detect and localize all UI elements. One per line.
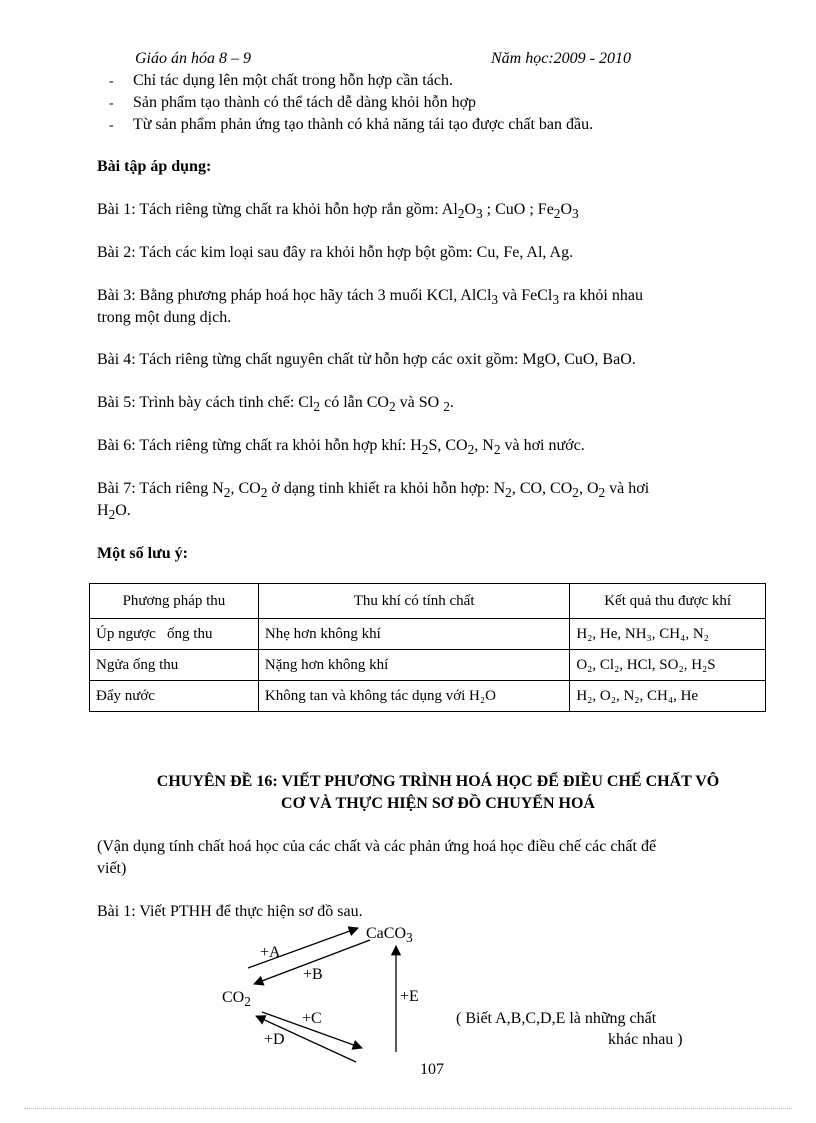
caco3-label: CaCO$_3$: [366, 925, 413, 946]
bullet-item-1: Chỉ tác dụng lên một chất trong hỗn hợp cần tách.: [133, 72, 453, 89]
chapter-title-line1: CHUYÊN ĐỀ 16: VIẾT PHƯƠNG TRÌNH HOÁ HỌC ĐỂ ĐIỀU CHẾ CHẤT VÔ: [156, 773, 720, 790]
table-cell: Đẩy nước: [90, 681, 259, 712]
chapter-intro-line2: viết): [97, 860, 127, 877]
label-a: +A: [260, 944, 281, 961]
exercise-2: Bài 2: Tách các kim loại sau đây ra khỏi hỗn hợp bột gồm: Cu, Fe, Al, Ag.: [97, 244, 574, 261]
bullet-item-3: Từ sản phẩm phản ứng tạo thành có khả năng tái tạo được chất ban đầu.: [133, 116, 594, 133]
table-cell: Ngửa ống thu: [90, 650, 259, 681]
footer-divider: [24, 1108, 792, 1109]
diagram-note-line2: khác nhau ): [608, 1031, 683, 1048]
co2-label: $CO_2$: [222, 989, 251, 1010]
exercise-3: Bài 3: Bằng phương pháp hoá học hãy tách 3 muối KCl, AlCl$_3$ và FeCl$_3$ ra khỏi nhau: [97, 287, 643, 308]
exercise-3-line2: trong một dung dịch.: [97, 309, 232, 326]
bullet-item-2: Sản phẩm tạo thành có thể tách dễ dàng khỏi hỗn hợp: [133, 94, 477, 111]
label-b: +B: [303, 966, 323, 983]
bullet-dash: -: [109, 118, 114, 133]
table-header-cell: Phương pháp thu: [90, 584, 259, 619]
table-cell: H₂, He, NH₃, CH₄, N₂: [570, 619, 766, 650]
table-header-cell: Thu khí có tính chất: [258, 584, 569, 619]
page-number: 107: [420, 1061, 444, 1078]
bullet-dash: -: [109, 74, 114, 89]
exercise-7: Bài 7: Tách riêng $N_2$, $CO_2$ ở dạng tinh khiết ra khỏi hỗn hợp: $N_2$, CO, $CO_2$, $O_2$ và hơi: [97, 480, 650, 501]
exercises-heading: Bài tập áp dụng:: [97, 158, 212, 175]
table-cell: Nhẹ hơn không khí: [258, 619, 569, 650]
table-cell: Úp ngược ống thu: [90, 619, 259, 650]
table-cell: Nặng hơn không khí: [258, 650, 569, 681]
label-c: +C: [302, 1010, 322, 1027]
header-right: Năm học:2009 - 2010: [491, 50, 631, 67]
bullet-dash: -: [109, 96, 114, 111]
table-cell: Không tan và không tác dụng với H₂O: [258, 681, 569, 712]
exercise-6: Bài 6: Tách riêng từng chất ra khỏi hỗn hợp khí: $H_2S$, $CO_2$, $N_2$ và hơi nước.: [97, 437, 585, 458]
chapter-title-line2: CƠ VÀ THỰC HIỆN SƠ ĐỒ CHUYỂN HOÁ: [281, 795, 595, 812]
table-header-cell: Kết quả thu được khí: [570, 584, 766, 619]
exercise-5: Bài 5: Trình bày cách tinh chế: $Cl_2$ có lẫn $CO_2$ và SO $_2$.: [97, 394, 454, 415]
header-left: Giáo án hóa 8 – 9: [135, 50, 251, 67]
chapter-exercise-1: Bài 1: Viết PTHH để thực hiện sơ đồ sau.: [97, 903, 363, 920]
notes-heading: Một số lưu ý:: [97, 545, 188, 562]
exercise-4: Bài 4: Tách riêng từng chất nguyên chất từ hỗn hợp các oxit gồm: MgO, CuO, BaO.: [97, 351, 636, 368]
table-cell: O₂, Cl₂, HCl, SO₂, H₂S: [570, 650, 766, 681]
table-cell: H₂, O₂, N₂, CH₄, He: [570, 681, 766, 712]
diagram-note-line1: ( Biết A,B,C,D,E là những chất: [456, 1010, 657, 1027]
chapter-intro-line1: (Vận dụng tính chất hoá học của các chất và các phản ứng hoá học điều chế các chất để: [97, 838, 657, 855]
label-e: +E: [400, 988, 419, 1005]
label-d: +D: [264, 1031, 285, 1048]
exercise-1: Bài 1: Tách riêng từng chất ra khỏi hỗn hợp rắn gồm: $Al_2O_3$ ; CuO ; $Fe_2O_3$: [97, 201, 579, 222]
exercise-7-line2: $H_2O$.: [97, 502, 131, 523]
